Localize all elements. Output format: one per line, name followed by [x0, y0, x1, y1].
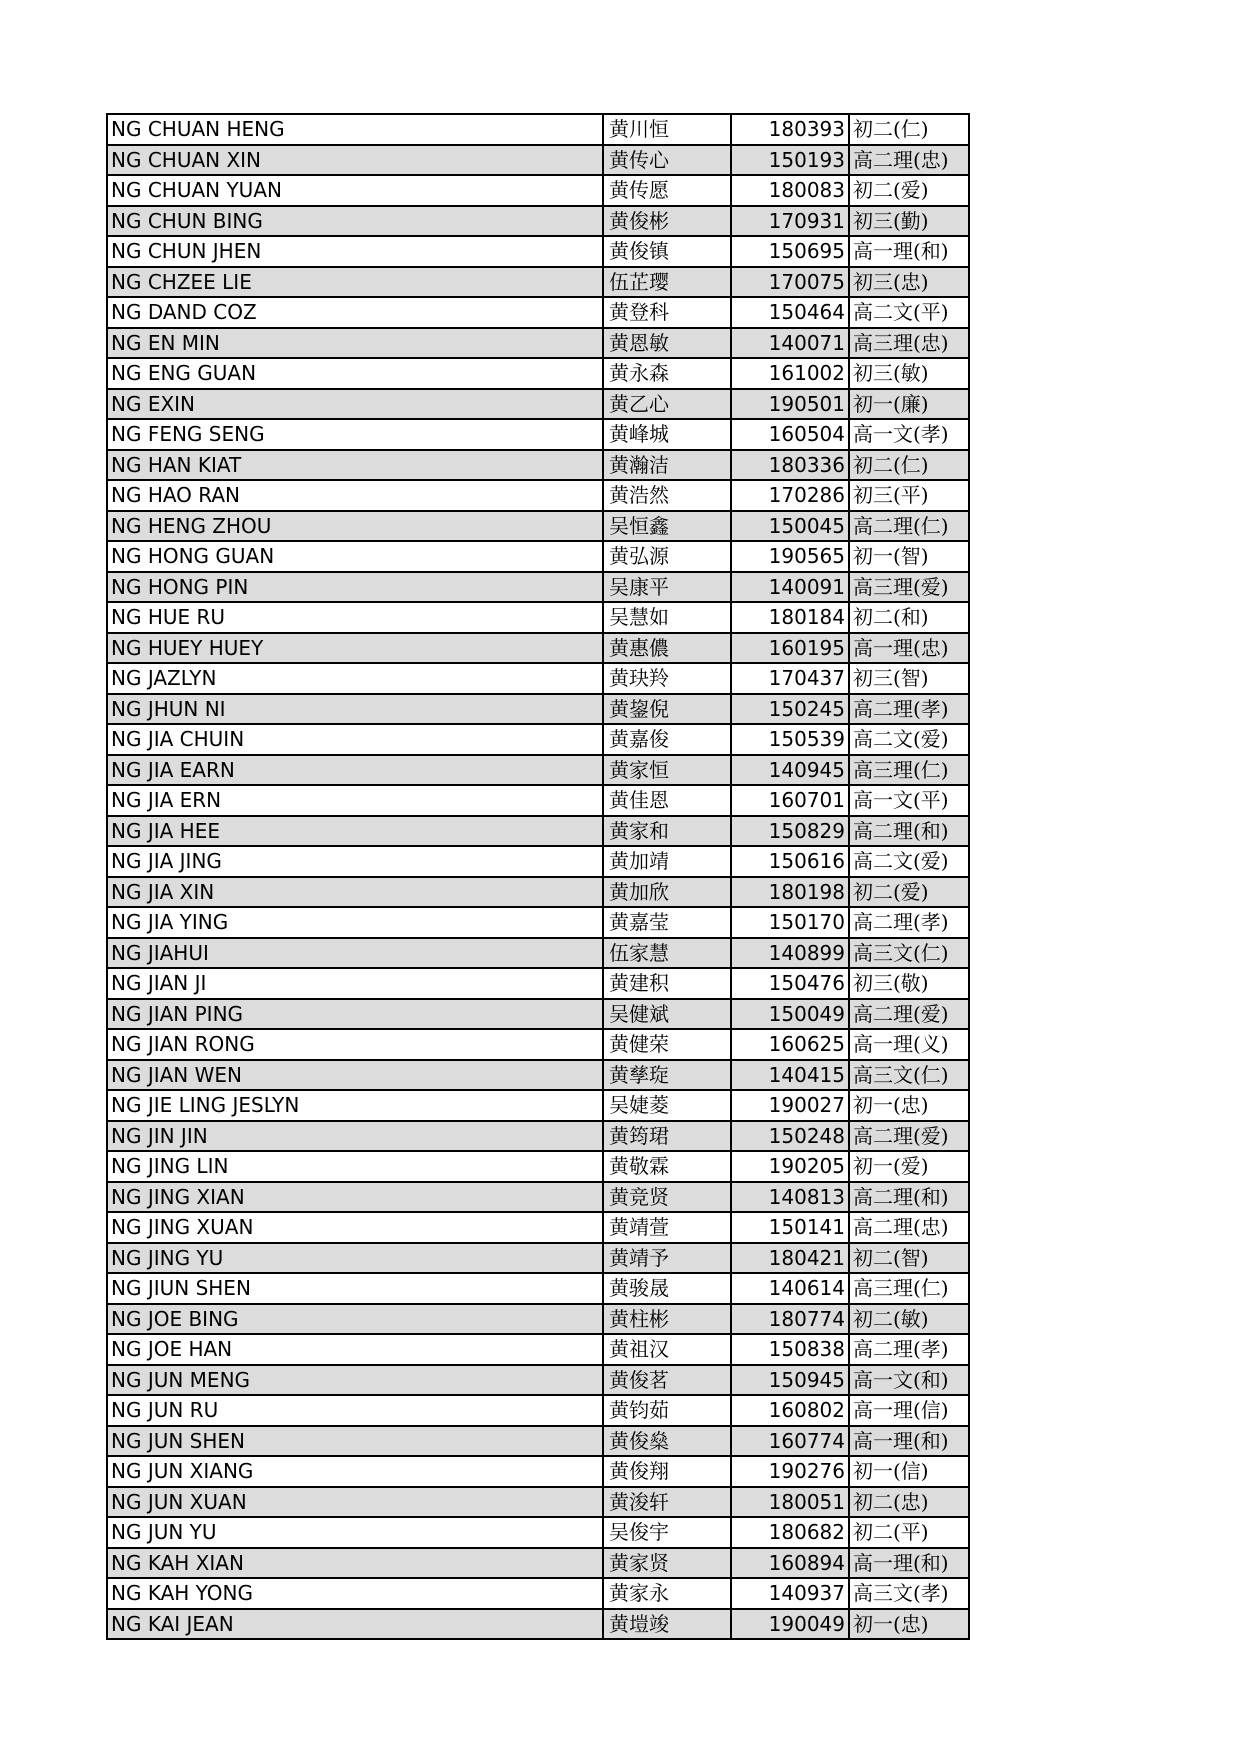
class-cell: 高二理(孝) [849, 1334, 969, 1365]
student-id-cell: 180421 [731, 1243, 849, 1274]
chinese-name-cell: 黄孳琁 [603, 1060, 731, 1091]
english-name-cell: NG JIA HEE [107, 816, 603, 847]
chinese-name-cell: 黄嘉俊 [603, 724, 731, 755]
table-row [107, 114, 969, 145]
table-row [107, 145, 969, 176]
english-name-cell: NG JUN XIANG [107, 1456, 603, 1487]
table-row [107, 1548, 969, 1579]
english-name-cell: NG ENG GUAN [107, 358, 603, 389]
student-table [106, 113, 970, 1640]
table-row [107, 846, 969, 877]
class-cell: 初三(敬) [849, 968, 969, 999]
english-name-cell: NG HUE RU [107, 602, 603, 633]
chinese-name-cell: 黄俊翔 [603, 1456, 731, 1487]
class-cell: 初一(信) [849, 1456, 969, 1487]
chinese-name-cell: 黄嘉莹 [603, 907, 731, 938]
table-row [107, 938, 969, 969]
english-name-cell: NG HAO RAN [107, 480, 603, 511]
class-cell: 初二(和) [849, 602, 969, 633]
class-cell: 初一(忠) [849, 1609, 969, 1640]
student-id-cell: 150045 [731, 511, 849, 542]
chinese-name-cell: 黄建积 [603, 968, 731, 999]
class-cell: 高二理(和) [849, 1182, 969, 1213]
english-name-cell: NG JUN MENG [107, 1365, 603, 1396]
class-cell: 初一(智) [849, 541, 969, 572]
chinese-name-cell: 黄峰城 [603, 419, 731, 450]
table-row [107, 1273, 969, 1304]
student-id-cell: 150945 [731, 1365, 849, 1396]
student-id-cell: 150141 [731, 1212, 849, 1243]
table-row [107, 877, 969, 908]
chinese-name-cell: 伍家慧 [603, 938, 731, 969]
class-cell: 高一文(和) [849, 1365, 969, 1396]
student-id-cell: 140614 [731, 1273, 849, 1304]
table-row [107, 1182, 969, 1213]
english-name-cell: NG JIUN SHEN [107, 1273, 603, 1304]
english-name-cell: NG JIA EARN [107, 755, 603, 786]
class-cell: 初三(平) [849, 480, 969, 511]
table-row [107, 968, 969, 999]
english-name-cell: NG KAH XIAN [107, 1548, 603, 1579]
student-id-cell: 180051 [731, 1487, 849, 1518]
student-id-cell: 170437 [731, 663, 849, 694]
chinese-name-cell: 黄惠儂 [603, 633, 731, 664]
chinese-name-cell: 黄登科 [603, 297, 731, 328]
chinese-name-cell: 黄加靖 [603, 846, 731, 877]
class-cell: 高二理(孝) [849, 907, 969, 938]
student-id-cell: 140899 [731, 938, 849, 969]
student-id-cell: 180393 [731, 114, 849, 145]
chinese-name-cell: 黄瀚洁 [603, 450, 731, 481]
chinese-name-cell: 黄健荣 [603, 1029, 731, 1060]
chinese-name-cell: 吴婕菱 [603, 1090, 731, 1121]
english-name-cell: NG JOE HAN [107, 1334, 603, 1365]
english-name-cell: NG JUN SHEN [107, 1426, 603, 1457]
chinese-name-cell: 吴慧如 [603, 602, 731, 633]
table-row [107, 1060, 969, 1091]
table-row [107, 1426, 969, 1457]
english-name-cell: NG CHUAN YUAN [107, 175, 603, 206]
english-name-cell: NG JIA ERN [107, 785, 603, 816]
english-name-cell: NG HENG ZHOU [107, 511, 603, 542]
class-cell: 高一文(平) [849, 785, 969, 816]
student-id-cell: 150539 [731, 724, 849, 755]
class-cell: 初三(勤) [849, 206, 969, 237]
student-id-cell: 150049 [731, 999, 849, 1030]
student-id-cell: 150245 [731, 694, 849, 725]
class-cell: 高三理(爱) [849, 572, 969, 603]
student-id-cell: 190501 [731, 389, 849, 420]
student-id-cell: 160802 [731, 1395, 849, 1426]
student-id-cell: 150829 [731, 816, 849, 847]
table-row [107, 541, 969, 572]
class-cell: 初一(廉) [849, 389, 969, 420]
student-id-cell: 150170 [731, 907, 849, 938]
student-id-cell: 180198 [731, 877, 849, 908]
chinese-name-cell: 黄弘源 [603, 541, 731, 572]
english-name-cell: NG HAN KIAT [107, 450, 603, 481]
student-table-body [107, 114, 969, 1639]
table-row [107, 999, 969, 1030]
english-name-cell: NG EN MIN [107, 328, 603, 359]
chinese-name-cell: 黄家贤 [603, 1548, 731, 1579]
student-id-cell: 170075 [731, 267, 849, 298]
chinese-name-cell: 黄家永 [603, 1578, 731, 1609]
english-name-cell: NG HONG PIN [107, 572, 603, 603]
chinese-name-cell: 黄永森 [603, 358, 731, 389]
chinese-name-cell: 黄玦羚 [603, 663, 731, 694]
student-id-cell: 160195 [731, 633, 849, 664]
table-row [107, 907, 969, 938]
table-row [107, 1304, 969, 1335]
class-cell: 高二理(爱) [849, 1121, 969, 1152]
chinese-name-cell: 黄俊茗 [603, 1365, 731, 1396]
class-cell: 高三文(仁) [849, 938, 969, 969]
english-name-cell: NG JIAN JI [107, 968, 603, 999]
student-id-cell: 190027 [731, 1090, 849, 1121]
chinese-name-cell: 黄恩敏 [603, 328, 731, 359]
english-name-cell: NG HUEY HUEY [107, 633, 603, 664]
class-cell: 初二(敏) [849, 1304, 969, 1335]
class-cell: 初三(智) [849, 663, 969, 694]
chinese-name-cell: 黄骏晟 [603, 1273, 731, 1304]
table-row [107, 1517, 969, 1548]
class-cell: 高三理(仁) [849, 755, 969, 786]
class-cell: 初三(敏) [849, 358, 969, 389]
chinese-name-cell: 吴俊宇 [603, 1517, 731, 1548]
chinese-name-cell: 黄鋆倪 [603, 694, 731, 725]
chinese-name-cell: 黄祖汉 [603, 1334, 731, 1365]
english-name-cell: NG CHUN BING [107, 206, 603, 237]
english-name-cell: NG JIAHUI [107, 938, 603, 969]
student-id-cell: 140071 [731, 328, 849, 359]
table-row [107, 328, 969, 359]
english-name-cell: NG JHUN NI [107, 694, 603, 725]
class-cell: 高二理(爱) [849, 999, 969, 1030]
english-name-cell: NG KAH YONG [107, 1578, 603, 1609]
class-cell: 高三理(忠) [849, 328, 969, 359]
english-name-cell: NG JIA JING [107, 846, 603, 877]
table-row [107, 663, 969, 694]
table-row [107, 175, 969, 206]
class-cell: 高三文(仁) [849, 1060, 969, 1091]
english-name-cell: NG JUN XUAN [107, 1487, 603, 1518]
student-id-cell: 190276 [731, 1456, 849, 1487]
chinese-name-cell: 黄传心 [603, 145, 731, 176]
chinese-name-cell: 黄俊镇 [603, 236, 731, 267]
class-cell: 初三(忠) [849, 267, 969, 298]
english-name-cell: NG JIA YING [107, 907, 603, 938]
student-id-cell: 140091 [731, 572, 849, 603]
table-row [107, 236, 969, 267]
chinese-name-cell: 黄家和 [603, 816, 731, 847]
student-id-cell: 170931 [731, 206, 849, 237]
table-row [107, 1090, 969, 1121]
english-name-cell: NG JAZLYN [107, 663, 603, 694]
english-name-cell: NG JIAN WEN [107, 1060, 603, 1091]
table-row [107, 1365, 969, 1396]
student-id-cell: 160625 [731, 1029, 849, 1060]
class-cell: 初二(智) [849, 1243, 969, 1274]
table-row [107, 1243, 969, 1274]
table-row [107, 1029, 969, 1060]
student-id-cell: 150695 [731, 236, 849, 267]
student-id-cell: 140813 [731, 1182, 849, 1213]
chinese-name-cell: 黄川恒 [603, 114, 731, 145]
chinese-name-cell: 黄靖予 [603, 1243, 731, 1274]
class-cell: 高二文(爱) [849, 724, 969, 755]
chinese-name-cell: 黄钧茹 [603, 1395, 731, 1426]
table-row [107, 694, 969, 725]
class-cell: 高一理(和) [849, 1548, 969, 1579]
class-cell: 高二理(仁) [849, 511, 969, 542]
english-name-cell: NG HONG GUAN [107, 541, 603, 572]
english-name-cell: NG KAI JEAN [107, 1609, 603, 1640]
student-id-cell: 190049 [731, 1609, 849, 1640]
table-row [107, 572, 969, 603]
table-row [107, 1578, 969, 1609]
table-row [107, 1151, 969, 1182]
class-cell: 高一理(和) [849, 1426, 969, 1457]
student-id-cell: 150193 [731, 145, 849, 176]
english-name-cell: NG JUN YU [107, 1517, 603, 1548]
table-row [107, 724, 969, 755]
chinese-name-cell: 黄佳恩 [603, 785, 731, 816]
table-row [107, 480, 969, 511]
class-cell: 初二(平) [849, 1517, 969, 1548]
class-cell: 高二理(忠) [849, 145, 969, 176]
table-row [107, 297, 969, 328]
chinese-name-cell: 黄竞贤 [603, 1182, 731, 1213]
class-cell: 高一理(忠) [849, 633, 969, 664]
student-id-cell: 180184 [731, 602, 849, 633]
chinese-name-cell: 黄乙心 [603, 389, 731, 420]
student-id-cell: 190205 [731, 1151, 849, 1182]
student-id-cell: 150616 [731, 846, 849, 877]
table-row [107, 1609, 969, 1640]
table-row [107, 785, 969, 816]
english-name-cell: NG JING LIN [107, 1151, 603, 1182]
table-row [107, 358, 969, 389]
chinese-name-cell: 伍芷璎 [603, 267, 731, 298]
chinese-name-cell: 黄筠珺 [603, 1121, 731, 1152]
student-id-cell: 150476 [731, 968, 849, 999]
chinese-name-cell: 黄浚轩 [603, 1487, 731, 1518]
student-id-cell: 180682 [731, 1517, 849, 1548]
english-name-cell: NG FENG SENG [107, 419, 603, 450]
class-cell: 高一文(孝) [849, 419, 969, 450]
student-id-cell: 160774 [731, 1426, 849, 1457]
student-id-cell: 190565 [731, 541, 849, 572]
class-cell: 高二理(和) [849, 816, 969, 847]
table-row [107, 602, 969, 633]
student-id-cell: 161002 [731, 358, 849, 389]
student-id-cell: 160701 [731, 785, 849, 816]
english-name-cell: NG DAND COZ [107, 297, 603, 328]
table-row [107, 755, 969, 786]
student-id-cell: 150248 [731, 1121, 849, 1152]
class-cell: 高一理(信) [849, 1395, 969, 1426]
table-row [107, 206, 969, 237]
class-cell: 高三文(孝) [849, 1578, 969, 1609]
chinese-name-cell: 黄靖萱 [603, 1212, 731, 1243]
chinese-name-cell: 黄浩然 [603, 480, 731, 511]
table-row [107, 816, 969, 847]
table-row [107, 511, 969, 542]
class-cell: 初二(仁) [849, 450, 969, 481]
student-id-cell: 160504 [731, 419, 849, 450]
class-cell: 初一(爱) [849, 1151, 969, 1182]
class-cell: 高三理(仁) [849, 1273, 969, 1304]
english-name-cell: NG JIAN RONG [107, 1029, 603, 1060]
english-name-cell: NG JIA CHUIN [107, 724, 603, 755]
english-name-cell: NG JING XIAN [107, 1182, 603, 1213]
table-row [107, 1487, 969, 1518]
chinese-name-cell: 黄传愿 [603, 175, 731, 206]
student-id-cell: 140937 [731, 1578, 849, 1609]
student-id-cell: 140945 [731, 755, 849, 786]
chinese-name-cell: 黄加欣 [603, 877, 731, 908]
student-id-cell: 180336 [731, 450, 849, 481]
student-id-cell: 150838 [731, 1334, 849, 1365]
class-cell: 高二理(孝) [849, 694, 969, 725]
class-cell: 高二理(忠) [849, 1212, 969, 1243]
chinese-name-cell: 黄敬霖 [603, 1151, 731, 1182]
english-name-cell: NG JIN JIN [107, 1121, 603, 1152]
table-row [107, 1121, 969, 1152]
table-row [107, 633, 969, 664]
english-name-cell: NG CHUAN XIN [107, 145, 603, 176]
class-cell: 高一理(义) [849, 1029, 969, 1060]
english-name-cell: NG JIE LING JESLYN [107, 1090, 603, 1121]
english-name-cell: NG JOE BING [107, 1304, 603, 1335]
student-id-cell: 140415 [731, 1060, 849, 1091]
english-name-cell: NG JUN RU [107, 1395, 603, 1426]
english-name-cell: NG JING YU [107, 1243, 603, 1274]
student-id-cell: 150464 [731, 297, 849, 328]
class-cell: 初二(仁) [849, 114, 969, 145]
class-cell: 高二文(爱) [849, 846, 969, 877]
table-row [107, 1334, 969, 1365]
english-name-cell: NG JIA XIN [107, 877, 603, 908]
english-name-cell: NG CHUAN HENG [107, 114, 603, 145]
student-id-cell: 180774 [731, 1304, 849, 1335]
table-row [107, 1212, 969, 1243]
class-cell: 初二(爱) [849, 175, 969, 206]
chinese-name-cell: 黄塏竣 [603, 1609, 731, 1640]
chinese-name-cell: 黄柱彬 [603, 1304, 731, 1335]
table-row [107, 389, 969, 420]
student-id-cell: 160894 [731, 1548, 849, 1579]
class-cell: 初二(忠) [849, 1487, 969, 1518]
chinese-name-cell: 黄俊彬 [603, 206, 731, 237]
class-cell: 高一理(和) [849, 236, 969, 267]
student-id-cell: 180083 [731, 175, 849, 206]
student-id-cell: 170286 [731, 480, 849, 511]
english-name-cell: NG JING XUAN [107, 1212, 603, 1243]
table-row [107, 1456, 969, 1487]
table-row [107, 450, 969, 481]
class-cell: 初二(爱) [849, 877, 969, 908]
chinese-name-cell: 吴恒鑫 [603, 511, 731, 542]
english-name-cell: NG JIAN PING [107, 999, 603, 1030]
english-name-cell: NG EXIN [107, 389, 603, 420]
table-row [107, 1395, 969, 1426]
chinese-name-cell: 吴康平 [603, 572, 731, 603]
chinese-name-cell: 黄家恒 [603, 755, 731, 786]
class-cell: 初一(忠) [849, 1090, 969, 1121]
english-name-cell: NG CHZEE LIE [107, 267, 603, 298]
table-row [107, 419, 969, 450]
table-row [107, 267, 969, 298]
english-name-cell: NG CHUN JHEN [107, 236, 603, 267]
class-cell: 高二文(平) [849, 297, 969, 328]
chinese-name-cell: 吴健斌 [603, 999, 731, 1030]
chinese-name-cell: 黄俊燊 [603, 1426, 731, 1457]
